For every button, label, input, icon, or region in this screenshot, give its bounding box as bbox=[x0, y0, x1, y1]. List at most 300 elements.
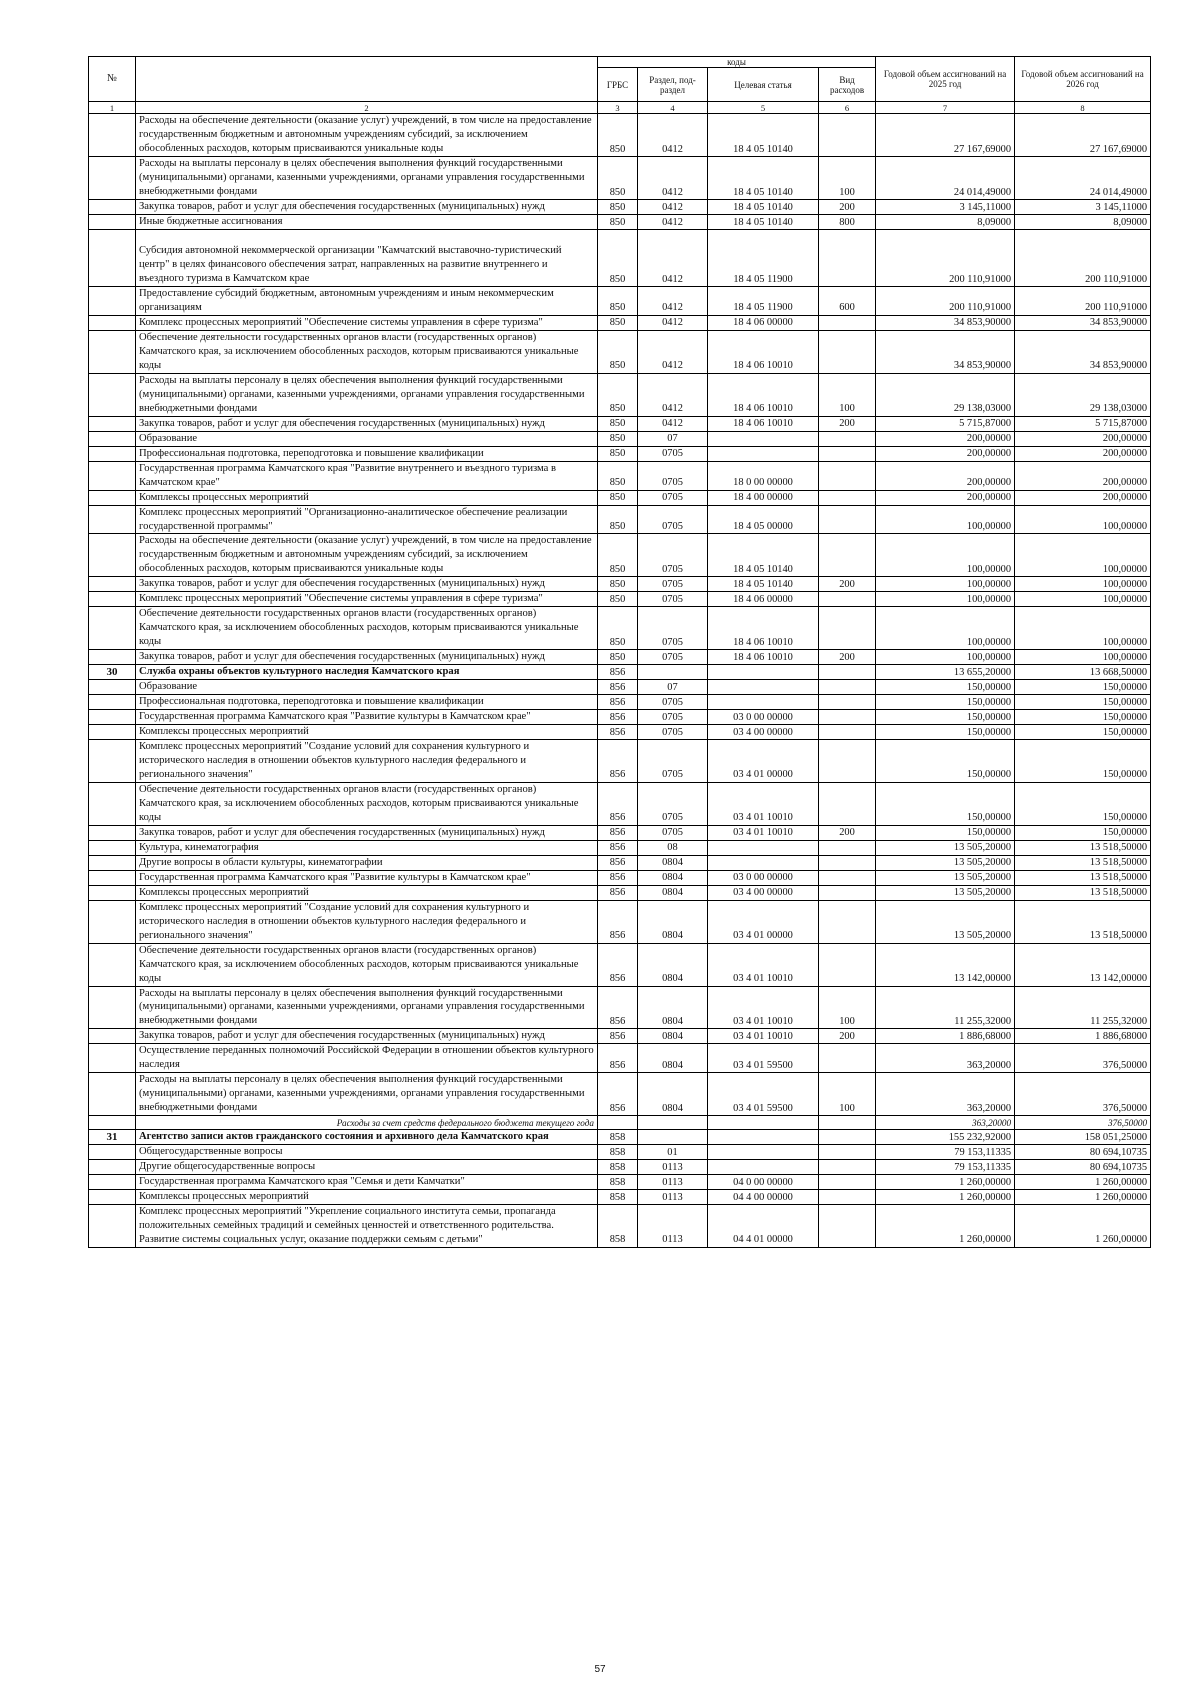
cell-num bbox=[89, 607, 136, 650]
cell-razdel: 0804 bbox=[638, 870, 708, 885]
cell-razdel: 0705 bbox=[638, 710, 708, 725]
cell-amount-2025: 27 167,69000 bbox=[876, 114, 1015, 157]
table-row bbox=[89, 607, 1151, 650]
cell-name: Государственная программа Камчатского края "Развитие культуры в Камчатском крае" bbox=[136, 870, 598, 885]
cell-amount-2026: 100,00000 bbox=[1015, 577, 1151, 592]
cell-num bbox=[89, 680, 136, 695]
cell-vid bbox=[819, 665, 876, 680]
cell-name: Комплекс процессных мероприятий "Обеспечение системы управления в сфере туризма" bbox=[136, 315, 598, 330]
cell-num bbox=[89, 114, 136, 157]
column-number-4: 4 bbox=[638, 102, 708, 114]
cell-vid bbox=[819, 1145, 876, 1160]
cell-num bbox=[89, 782, 136, 825]
cell-grbs: 856 bbox=[598, 740, 638, 783]
cell-amount-2026: 150,00000 bbox=[1015, 740, 1151, 783]
cell-tsel: 03 4 01 10010 bbox=[708, 986, 819, 1029]
cell-amount-2025: 100,00000 bbox=[876, 577, 1015, 592]
cell-amount-2025: 363,20000 bbox=[876, 1044, 1015, 1073]
cell-num bbox=[89, 1160, 136, 1175]
col-header-grbs: ГРБС bbox=[598, 68, 638, 102]
cell-vid bbox=[819, 900, 876, 943]
cell-vid bbox=[819, 725, 876, 740]
cell-grbs: 850 bbox=[598, 431, 638, 446]
cell-razdel: 0705 bbox=[638, 825, 708, 840]
table-row bbox=[89, 1205, 1151, 1248]
table-row bbox=[89, 1073, 1151, 1116]
cell-grbs: 850 bbox=[598, 490, 638, 505]
cell-name: Комплекс процессных мероприятий "Организационно-аналитическое обеспечение реализации государственной программы" bbox=[136, 505, 598, 534]
cell-name: Другие вопросы в области культуры, кинематографии bbox=[136, 855, 598, 870]
cell-amount-2025: 200 110,91000 bbox=[876, 230, 1015, 287]
cell-grbs: 856 bbox=[598, 840, 638, 855]
cell-tsel: 18 4 06 10010 bbox=[708, 373, 819, 416]
cell-name: Осуществление переданных полномочий Российской Федерации в отношении объектов культурного наследия bbox=[136, 1044, 598, 1073]
cell-name: Расходы на выплаты персоналу в целях обеспечения выполнения функций государственными (муниципальными) органами, казенными учреждениями, органами управления государственными внебюджетными фондами bbox=[136, 1073, 598, 1116]
cell-name: Служба охраны объектов культурного наследия Камчатского края bbox=[136, 665, 598, 680]
cell-name: Закупка товаров, работ и услуг для обеспечения государственных (муниципальных) нужд bbox=[136, 650, 598, 665]
cell-razdel bbox=[638, 665, 708, 680]
cell-vid bbox=[819, 1160, 876, 1175]
cell-razdel: 0804 bbox=[638, 885, 708, 900]
cell-amount-2026: 34 853,90000 bbox=[1015, 330, 1151, 373]
cell-num bbox=[89, 1175, 136, 1190]
cell-amount-2026: 376,50000 bbox=[1015, 1116, 1151, 1130]
cell-num bbox=[89, 1190, 136, 1205]
col-header-tsel: Целевая статья bbox=[708, 68, 819, 102]
column-number-1: 1 bbox=[89, 102, 136, 114]
cell-grbs: 856 bbox=[598, 1029, 638, 1044]
cell-amount-2025: 100,00000 bbox=[876, 534, 1015, 577]
cell-amount-2026: 13 518,50000 bbox=[1015, 870, 1151, 885]
cell-vid bbox=[819, 710, 876, 725]
cell-amount-2026: 5 715,87000 bbox=[1015, 416, 1151, 431]
cell-amount-2026: 150,00000 bbox=[1015, 695, 1151, 710]
cell-num bbox=[89, 885, 136, 900]
cell-tsel: 18 4 05 11900 bbox=[708, 230, 819, 287]
cell-tsel bbox=[708, 840, 819, 855]
cell-razdel: 0705 bbox=[638, 650, 708, 665]
cell-amount-2025: 155 232,92000 bbox=[876, 1130, 1015, 1145]
cell-amount-2025: 100,00000 bbox=[876, 592, 1015, 607]
column-number-row bbox=[89, 102, 1151, 114]
cell-name: Закупка товаров, работ и услуг для обеспечения государственных (муниципальных) нужд bbox=[136, 200, 598, 215]
cell-razdel: 0705 bbox=[638, 577, 708, 592]
cell-grbs: 856 bbox=[598, 825, 638, 840]
cell-razdel: 0705 bbox=[638, 490, 708, 505]
cell-name: Образование bbox=[136, 431, 598, 446]
cell-name: Закупка товаров, работ и услуг для обеспечения государственных (муниципальных) нужд bbox=[136, 1029, 598, 1044]
table-row bbox=[89, 215, 1151, 230]
cell-grbs: 850 bbox=[598, 461, 638, 490]
cell-razdel: 0804 bbox=[638, 900, 708, 943]
cell-amount-2026: 8,09000 bbox=[1015, 215, 1151, 230]
table-row bbox=[89, 695, 1151, 710]
cell-vid bbox=[819, 1116, 876, 1130]
cell-razdel: 0705 bbox=[638, 592, 708, 607]
cell-tsel: 18 4 06 10010 bbox=[708, 416, 819, 431]
cell-tsel: 03 4 01 00000 bbox=[708, 740, 819, 783]
cell-tsel: 18 4 00 00000 bbox=[708, 490, 819, 505]
cell-tsel bbox=[708, 855, 819, 870]
cell-tsel: 03 4 01 10010 bbox=[708, 943, 819, 986]
cell-tsel: 18 4 05 10140 bbox=[708, 200, 819, 215]
cell-amount-2026: 150,00000 bbox=[1015, 782, 1151, 825]
cell-vid bbox=[819, 1205, 876, 1248]
cell-num bbox=[89, 157, 136, 200]
cell-amount-2025: 363,20000 bbox=[876, 1116, 1015, 1130]
cell-amount-2025: 200,00000 bbox=[876, 461, 1015, 490]
cell-tsel: 04 4 01 00000 bbox=[708, 1205, 819, 1248]
cell-tsel: 18 4 06 10010 bbox=[708, 330, 819, 373]
cell-tsel bbox=[708, 431, 819, 446]
cell-grbs: 850 bbox=[598, 373, 638, 416]
table-row bbox=[89, 1116, 1151, 1130]
cell-tsel: 18 4 05 10140 bbox=[708, 534, 819, 577]
cell-amount-2025: 34 853,90000 bbox=[876, 315, 1015, 330]
col-header-num: № bbox=[89, 57, 136, 102]
cell-vid bbox=[819, 782, 876, 825]
table-row bbox=[89, 650, 1151, 665]
cell-grbs: 850 bbox=[598, 157, 638, 200]
table-row bbox=[89, 943, 1151, 986]
cell-razdel: 0412 bbox=[638, 114, 708, 157]
col-header-name bbox=[136, 57, 598, 102]
col-header-2026: Годовой объем ассигнований на 2026 год bbox=[1015, 57, 1151, 102]
cell-name: Закупка товаров, работ и услуг для обеспечения государственных (муниципальных) нужд bbox=[136, 416, 598, 431]
cell-name: Комплексы процессных мероприятий bbox=[136, 1190, 598, 1205]
cell-razdel: 0705 bbox=[638, 740, 708, 783]
cell-tsel bbox=[708, 695, 819, 710]
cell-grbs: 858 bbox=[598, 1190, 638, 1205]
cell-num bbox=[89, 373, 136, 416]
budget-table bbox=[88, 56, 1151, 1248]
cell-razdel: 0412 bbox=[638, 215, 708, 230]
cell-num bbox=[89, 650, 136, 665]
cell-grbs: 858 bbox=[598, 1175, 638, 1190]
cell-amount-2025: 200 110,91000 bbox=[876, 287, 1015, 316]
cell-amount-2026: 200,00000 bbox=[1015, 431, 1151, 446]
cell-amount-2026: 200,00000 bbox=[1015, 490, 1151, 505]
cell-grbs: 850 bbox=[598, 416, 638, 431]
cell-name: Государственная программа Камчатского края "Развитие культуры в Камчатском крае" bbox=[136, 710, 598, 725]
table-row bbox=[89, 230, 1151, 287]
table-row bbox=[89, 1190, 1151, 1205]
cell-name: Предоставление субсидий бюджетным, автономным учреждениям и иным некоммерческим организациям bbox=[136, 287, 598, 316]
cell-vid bbox=[819, 490, 876, 505]
table-row bbox=[89, 577, 1151, 592]
cell-vid bbox=[819, 592, 876, 607]
cell-amount-2026: 1 260,00000 bbox=[1015, 1175, 1151, 1190]
cell-name: Профессиональная подготовка, переподготовка и повышение квалификации bbox=[136, 695, 598, 710]
cell-grbs: 850 bbox=[598, 230, 638, 287]
cell-amount-2025: 100,00000 bbox=[876, 650, 1015, 665]
cell-vid bbox=[819, 330, 876, 373]
cell-num bbox=[89, 855, 136, 870]
table-row bbox=[89, 534, 1151, 577]
cell-tsel: 18 4 06 10010 bbox=[708, 607, 819, 650]
cell-vid bbox=[819, 855, 876, 870]
cell-num bbox=[89, 416, 136, 431]
cell-amount-2026: 100,00000 bbox=[1015, 505, 1151, 534]
cell-razdel: 0113 bbox=[638, 1205, 708, 1248]
cell-amount-2025: 13 505,20000 bbox=[876, 900, 1015, 943]
table-row bbox=[89, 1175, 1151, 1190]
cell-num bbox=[89, 1116, 136, 1130]
cell-tsel bbox=[708, 680, 819, 695]
cell-grbs: 850 bbox=[598, 446, 638, 461]
cell-num bbox=[89, 534, 136, 577]
cell-name: Государственная программа Камчатского края "Развитие внутреннего и въездного туризма в Камчатском крае" bbox=[136, 461, 598, 490]
cell-razdel: 0804 bbox=[638, 855, 708, 870]
cell-razdel: 0113 bbox=[638, 1175, 708, 1190]
column-number-3: 3 bbox=[598, 102, 638, 114]
cell-vid bbox=[819, 534, 876, 577]
cell-grbs: 850 bbox=[598, 505, 638, 534]
cell-name: Комплекс процессных мероприятий "Укрепление социального института семьи, пропаганда положительных семейных традиций и семейных ценностей и ответственного родительства. Развитие системы социальных услуг, оказание поддержки семьям с детьми" bbox=[136, 1205, 598, 1248]
cell-razdel: 0705 bbox=[638, 695, 708, 710]
cell-grbs: 850 bbox=[598, 607, 638, 650]
cell-num bbox=[89, 870, 136, 885]
cell-grbs: 856 bbox=[598, 710, 638, 725]
cell-vid bbox=[819, 1130, 876, 1145]
column-number-6: 6 bbox=[819, 102, 876, 114]
cell-amount-2026: 200,00000 bbox=[1015, 461, 1151, 490]
cell-razdel: 0113 bbox=[638, 1190, 708, 1205]
cell-razdel: 0804 bbox=[638, 943, 708, 986]
cell-name: Расходы на обеспечение деятельности (оказание услуг) учреждений, в том числе на предоставление государственным бюджетным и автономным учреждениям субсидий, за исключением обособленных расходов, которым присваиваются уникальные коды bbox=[136, 534, 598, 577]
table-row bbox=[89, 1160, 1151, 1175]
table-row bbox=[89, 680, 1151, 695]
cell-razdel: 0705 bbox=[638, 725, 708, 740]
cell-razdel: 0804 bbox=[638, 1044, 708, 1073]
cell-amount-2026: 1 260,00000 bbox=[1015, 1205, 1151, 1248]
budget-sheet bbox=[88, 56, 1150, 1248]
cell-grbs: 850 bbox=[598, 215, 638, 230]
cell-amount-2025: 150,00000 bbox=[876, 725, 1015, 740]
cell-vid bbox=[819, 607, 876, 650]
cell-amount-2025: 29 138,03000 bbox=[876, 373, 1015, 416]
cell-amount-2026: 158 051,25000 bbox=[1015, 1130, 1151, 1145]
cell-name: Другие общегосударственные вопросы bbox=[136, 1160, 598, 1175]
cell-razdel: 0705 bbox=[638, 534, 708, 577]
cell-name: Комплекс процессных мероприятий "Обеспечение системы управления в сфере туризма" bbox=[136, 592, 598, 607]
cell-amount-2025: 13 655,20000 bbox=[876, 665, 1015, 680]
cell-grbs: 856 bbox=[598, 1044, 638, 1073]
table-row bbox=[89, 885, 1151, 900]
cell-grbs: 850 bbox=[598, 577, 638, 592]
cell-vid: 200 bbox=[819, 416, 876, 431]
cell-amount-2026: 100,00000 bbox=[1015, 592, 1151, 607]
cell-grbs: 850 bbox=[598, 650, 638, 665]
cell-tsel: 03 4 01 10010 bbox=[708, 782, 819, 825]
cell-tsel bbox=[708, 1130, 819, 1145]
cell-vid bbox=[819, 446, 876, 461]
cell-tsel: 18 4 05 10140 bbox=[708, 577, 819, 592]
cell-num: 31 bbox=[89, 1130, 136, 1145]
column-number-5: 5 bbox=[708, 102, 819, 114]
cell-amount-2025: 1 886,68000 bbox=[876, 1029, 1015, 1044]
cell-name: Обеспечение деятельности государственных органов власти (государственных органов) Камчатского края, за исключением обособленных расходов, которым присваиваются уникальные коды bbox=[136, 782, 598, 825]
cell-vid bbox=[819, 230, 876, 287]
cell-tsel bbox=[708, 446, 819, 461]
table-row bbox=[89, 446, 1151, 461]
cell-razdel: 0412 bbox=[638, 230, 708, 287]
cell-amount-2026: 376,50000 bbox=[1015, 1044, 1151, 1073]
cell-amount-2025: 150,00000 bbox=[876, 710, 1015, 725]
cell-amount-2025: 11 255,32000 bbox=[876, 986, 1015, 1029]
cell-num: 30 bbox=[89, 665, 136, 680]
cell-name: Общегосударственные вопросы bbox=[136, 1145, 598, 1160]
cell-tsel: 18 0 00 00000 bbox=[708, 461, 819, 490]
cell-razdel: 0804 bbox=[638, 1073, 708, 1116]
cell-num bbox=[89, 1205, 136, 1248]
table-row bbox=[89, 431, 1151, 446]
cell-num bbox=[89, 943, 136, 986]
cell-razdel: 01 bbox=[638, 1145, 708, 1160]
cell-razdel: 0804 bbox=[638, 1029, 708, 1044]
cell-amount-2026: 1 886,68000 bbox=[1015, 1029, 1151, 1044]
cell-num bbox=[89, 695, 136, 710]
table-row bbox=[89, 825, 1151, 840]
cell-amount-2025: 100,00000 bbox=[876, 607, 1015, 650]
cell-tsel: 18 4 05 10140 bbox=[708, 157, 819, 200]
cell-num bbox=[89, 840, 136, 855]
cell-vid: 800 bbox=[819, 215, 876, 230]
cell-amount-2025: 1 260,00000 bbox=[876, 1190, 1015, 1205]
cell-amount-2026: 13 518,50000 bbox=[1015, 855, 1151, 870]
table-header bbox=[89, 57, 1151, 114]
cell-num bbox=[89, 740, 136, 783]
cell-num bbox=[89, 200, 136, 215]
cell-vid bbox=[819, 505, 876, 534]
cell-name: Профессиональная подготовка, переподготовка и повышение квалификации bbox=[136, 446, 598, 461]
cell-tsel bbox=[708, 1116, 819, 1130]
cell-razdel: 0804 bbox=[638, 986, 708, 1029]
cell-razdel: 08 bbox=[638, 840, 708, 855]
cell-grbs: 850 bbox=[598, 200, 638, 215]
cell-tsel: 03 0 00 00000 bbox=[708, 710, 819, 725]
cell-vid: 100 bbox=[819, 986, 876, 1029]
cell-num bbox=[89, 1029, 136, 1044]
header-row-top bbox=[89, 57, 1151, 68]
cell-razdel: 0412 bbox=[638, 416, 708, 431]
cell-vid bbox=[819, 431, 876, 446]
cell-grbs: 850 bbox=[598, 592, 638, 607]
cell-num bbox=[89, 505, 136, 534]
cell-num bbox=[89, 230, 136, 287]
cell-grbs: 850 bbox=[598, 330, 638, 373]
cell-name: Субсидия автономной некоммерческой организации "Камчатский выставочно-туристический центр" в целях финансового обеспечения затрат, направленных на развитие внутреннего и въездного туризма в Камчатском крае bbox=[136, 230, 598, 287]
table-row bbox=[89, 315, 1151, 330]
cell-vid: 100 bbox=[819, 373, 876, 416]
page-number: 57 bbox=[594, 1664, 606, 1675]
cell-num bbox=[89, 577, 136, 592]
cell-tsel: 18 4 06 00000 bbox=[708, 315, 819, 330]
cell-name: Расходы на обеспечение деятельности (оказание услуг) учреждений, в том числе на предоставление государственным бюджетным и автономным учреждениям субсидий, за исключением обособленных расходов, которым присваиваются уникальные коды bbox=[136, 114, 598, 157]
cell-tsel: 03 4 01 59500 bbox=[708, 1044, 819, 1073]
cell-vid: 200 bbox=[819, 200, 876, 215]
cell-amount-2025: 200,00000 bbox=[876, 490, 1015, 505]
table-row bbox=[89, 986, 1151, 1029]
cell-vid bbox=[819, 1190, 876, 1205]
cell-vid bbox=[819, 840, 876, 855]
cell-razdel: 0705 bbox=[638, 505, 708, 534]
cell-tsel: 03 0 00 00000 bbox=[708, 870, 819, 885]
cell-amount-2025: 1 260,00000 bbox=[876, 1205, 1015, 1248]
cell-vid: 200 bbox=[819, 650, 876, 665]
cell-razdel bbox=[638, 1116, 708, 1130]
col-header-vid: Вид расходов bbox=[819, 68, 876, 102]
cell-grbs: 858 bbox=[598, 1160, 638, 1175]
cell-amount-2025: 13 142,00000 bbox=[876, 943, 1015, 986]
cell-tsel: 03 4 01 10010 bbox=[708, 1029, 819, 1044]
cell-amount-2026: 80 694,10735 bbox=[1015, 1145, 1151, 1160]
cell-num bbox=[89, 330, 136, 373]
cell-num bbox=[89, 315, 136, 330]
cell-grbs: 858 bbox=[598, 1130, 638, 1145]
cell-grbs: 850 bbox=[598, 534, 638, 577]
cell-grbs: 856 bbox=[598, 680, 638, 695]
cell-tsel: 18 4 05 00000 bbox=[708, 505, 819, 534]
cell-name: Комплексы процессных мероприятий bbox=[136, 885, 598, 900]
cell-vid bbox=[819, 680, 876, 695]
cell-grbs: 858 bbox=[598, 1145, 638, 1160]
cell-name: Закупка товаров, работ и услуг для обеспечения государственных (муниципальных) нужд bbox=[136, 825, 598, 840]
cell-num bbox=[89, 1044, 136, 1073]
cell-vid bbox=[819, 740, 876, 783]
table-row bbox=[89, 665, 1151, 680]
cell-amount-2026: 80 694,10735 bbox=[1015, 1160, 1151, 1175]
cell-vid: 200 bbox=[819, 1029, 876, 1044]
cell-amount-2025: 79 153,11335 bbox=[876, 1145, 1015, 1160]
cell-amount-2026: 13 142,00000 bbox=[1015, 943, 1151, 986]
cell-amount-2025: 1 260,00000 bbox=[876, 1175, 1015, 1190]
cell-razdel: 0412 bbox=[638, 157, 708, 200]
cell-amount-2025: 150,00000 bbox=[876, 740, 1015, 783]
cell-amount-2026: 150,00000 bbox=[1015, 825, 1151, 840]
cell-tsel: 18 4 05 10140 bbox=[708, 215, 819, 230]
col-header-2025: Годовой объем ассигнований на 2025 год bbox=[876, 57, 1015, 102]
cell-name: Комплексы процессных мероприятий bbox=[136, 725, 598, 740]
cell-vid: 100 bbox=[819, 157, 876, 200]
table-row bbox=[89, 287, 1151, 316]
cell-amount-2026: 27 167,69000 bbox=[1015, 114, 1151, 157]
cell-amount-2025: 8,09000 bbox=[876, 215, 1015, 230]
cell-razdel: 0412 bbox=[638, 330, 708, 373]
cell-name: Комплексы процессных мероприятий bbox=[136, 490, 598, 505]
cell-amount-2025: 3 145,11000 bbox=[876, 200, 1015, 215]
cell-amount-2026: 3 145,11000 bbox=[1015, 200, 1151, 215]
table-row bbox=[89, 1145, 1151, 1160]
cell-num bbox=[89, 710, 136, 725]
table-row bbox=[89, 200, 1151, 215]
cell-name: Расходы на выплаты персоналу в целях обеспечения выполнения функций государственными (муниципальными) органами, казенными учреждениями, органами управления государственными внебюджетными фондами bbox=[136, 373, 598, 416]
cell-grbs: 856 bbox=[598, 725, 638, 740]
cell-amount-2025: 150,00000 bbox=[876, 782, 1015, 825]
cell-name: Обеспечение деятельности государственных органов власти (государственных органов) Камчатского края, за исключением обособленных расходов, которым присваиваются уникальные коды bbox=[136, 330, 598, 373]
cell-grbs: 858 bbox=[598, 1205, 638, 1248]
cell-amount-2026: 13 668,50000 bbox=[1015, 665, 1151, 680]
cell-name: Обеспечение деятельности государственных органов власти (государственных органов) Камчатского края, за исключением обособленных расходов, которым присваиваются уникальные коды bbox=[136, 607, 598, 650]
cell-amount-2026: 200 110,91000 bbox=[1015, 230, 1151, 287]
cell-razdel: 0412 bbox=[638, 373, 708, 416]
cell-grbs: 856 bbox=[598, 1073, 638, 1116]
cell-name: Расходы на выплаты персоналу в целях обеспечения выполнения функций государственными (муниципальными) органами, казенными учреждениями, органами управления государственными внебюджетными фондами bbox=[136, 157, 598, 200]
cell-vid: 600 bbox=[819, 287, 876, 316]
cell-grbs: 856 bbox=[598, 665, 638, 680]
table-row bbox=[89, 373, 1151, 416]
cell-amount-2025: 200,00000 bbox=[876, 431, 1015, 446]
